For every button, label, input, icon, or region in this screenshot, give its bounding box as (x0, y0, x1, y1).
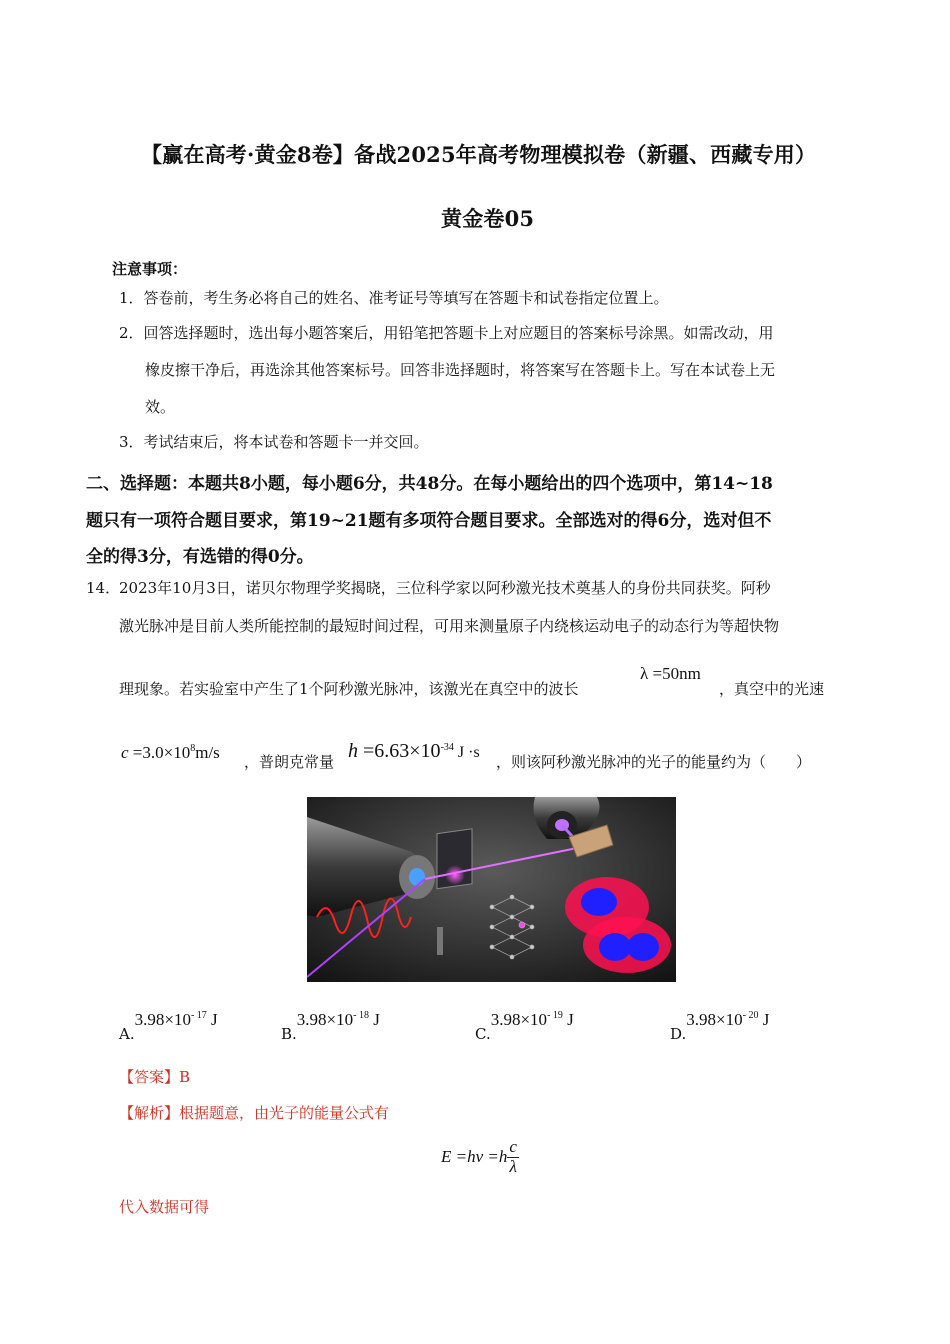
option-label: B. (281, 1025, 297, 1043)
wavelength-equation (640, 664, 701, 684)
option-d[interactable] (670, 1010, 770, 1043)
option-label: D. (670, 1025, 687, 1043)
notice-item-number: 1． (119, 289, 144, 307)
option-mantissa: 3.98×10 (296, 1010, 354, 1029)
question-line3-tail: ，真空中的光速 (719, 680, 825, 698)
option-value (491, 1010, 574, 1029)
symbol-c: c (121, 743, 129, 762)
section-heading-line1: 二、选择题：本题共8小题，每小题6分，共48分。在每小题给出的四个选项中，第14~18 (86, 474, 773, 494)
page-title: 【赢在高考·黄金8卷】备战2025年高考物理模拟卷（新疆、西藏专用） (141, 142, 817, 167)
question-line4-b: ，则该阿秒激光脉冲的光子的能量约为（ ） (496, 753, 812, 771)
option-a[interactable] (119, 1010, 218, 1043)
light-speed-mantissa: =3.0×10 (128, 743, 191, 762)
substitute-line: 代入数据可得 (119, 1198, 210, 1216)
analysis-tag: 【解析】 (119, 1104, 180, 1122)
notice-item-text: 考试结束后，将本试卷和答题卡一并交回。 (143, 433, 429, 451)
notice-item-text: 答卷前，考生务必将自己的姓名、准考证号等填写在答题卡和试卷指定位置上。 (143, 289, 669, 307)
option-mantissa: 3.98×10 (686, 1010, 743, 1029)
option-unit: J (206, 1010, 218, 1029)
planck-mantissa: =6.63×10 (358, 740, 441, 762)
option-unit: J (758, 1010, 770, 1029)
light-speed-equation (121, 743, 220, 763)
option-value (297, 1010, 380, 1029)
question-line4-a: ，普朗克常量 (244, 753, 335, 771)
option-unit: J (368, 1010, 380, 1029)
question-line3: 理现象。若实验室中产生了1个阿秒激光脉冲，该激光在真空中的波长 (119, 680, 579, 698)
formula-lhs: E =hν =h (441, 1147, 508, 1167)
question-line1: 2023年10月3日，诺贝尔物理学奖揭晓，三位科学家以阿秒激光技术奠基人的身份共同获奖。阿秒 (119, 579, 771, 597)
notice-item-2 (119, 326, 774, 341)
section-heading-line3: 全的得3分，有选错的得0分。 (86, 547, 314, 567)
notice-heading: 注意事项： (112, 260, 188, 278)
energy-formula (441, 1138, 519, 1176)
attosecond-laser-figure (307, 797, 676, 982)
light-speed-unit: m/s (195, 743, 220, 762)
option-exponent: - 17 (190, 1010, 207, 1021)
analysis-line (119, 1106, 389, 1121)
notice-item-number: 2． (119, 324, 144, 342)
planck-unit: J ·s (453, 744, 480, 761)
light-speed-exponent: 8 (190, 743, 196, 754)
question-line2: 激光脉冲是目前人类所能控制的最短时间过程，可用来测量原子内绕核运动电子的动态行为等超快物 (119, 617, 780, 635)
section-heading-line2: 题只有一项符合题目要求，第19~21题有多项符合题目要求。全部选对的得6分，选对但不 (86, 511, 772, 531)
formula-numerator: c (509, 1137, 517, 1156)
symbol-h: h (348, 740, 358, 762)
planck-exponent: -34 (440, 742, 454, 753)
notice-item-2-line2: 橡皮擦干净后，再选涂其他答案标号。回答非选择题时，将答案写在答题卡上。写在本试卷上无 (145, 361, 776, 379)
option-label: A. (119, 1025, 135, 1043)
option-value (686, 1010, 769, 1029)
option-mantissa: 3.98×10 (134, 1010, 191, 1029)
page-subtitle: 黄金卷05 (441, 206, 535, 231)
option-label: C. (475, 1025, 491, 1043)
notice-item-text: 回答选择题时，选出每小题答案后，用铅笔把答题卡上对应题目的答案标号涂黑。如需改动，用 (143, 324, 774, 342)
planck-equation (348, 740, 480, 763)
sample-rod (437, 927, 443, 955)
option-exponent: - 18 (353, 1010, 369, 1021)
notice-item-3 (119, 435, 429, 450)
notice-item-2-line3: 效。 (145, 398, 176, 416)
analysis-text: 根据题意，由光子的能量公式有 (179, 1104, 390, 1122)
option-value (135, 1010, 218, 1029)
option-mantissa: 3.98×10 (490, 1010, 548, 1029)
formula-fraction (507, 1138, 519, 1176)
option-exponent: - 19 (547, 1010, 563, 1021)
option-exponent: - 20 (742, 1010, 759, 1021)
option-c[interactable] (475, 1010, 574, 1043)
notice-item-1 (119, 291, 669, 306)
notice-item-number: 3． (119, 433, 144, 451)
option-unit: J (562, 1010, 574, 1029)
wavelength-value: λ =50nm (640, 664, 701, 683)
formula-denominator: λ (509, 1156, 517, 1176)
answer-line: 【答案】B (119, 1068, 191, 1086)
question-number: 14． (86, 579, 121, 597)
option-b[interactable] (281, 1010, 380, 1043)
